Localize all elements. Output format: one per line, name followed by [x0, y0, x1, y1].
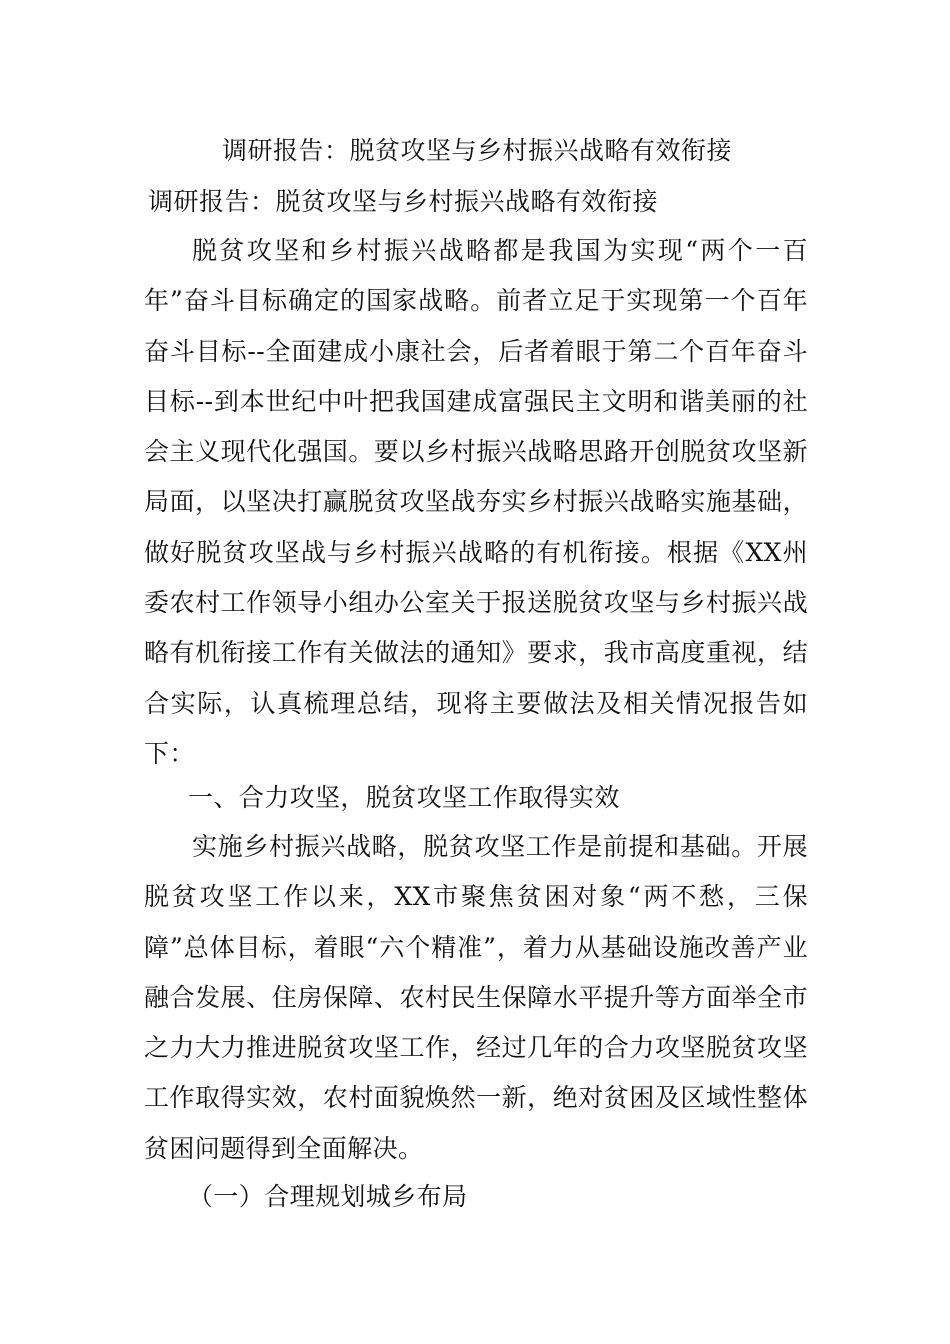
section-1-paragraph: 实施乡村振兴战略，脱贫攻坚工作是前提和基础。开展脱贫攻坚工作以来，XX市聚焦贫困对象“两不愁，三保障”总体目标，着眼“六个精准”，着力从基础设施改善产业融合发展、住房保障、农村民生保障水平提升等方面举全市之力大力推进脱贫攻坚工作，经过几年的合力攻坚脱贫攻坚工作取得实效，农村面貌焕然一新，绝对贫困及区域性整体贫困问题得到全面解决。 — [144, 832, 808, 1163]
subsection-heading-1: （一）合理规划城乡布局 — [188, 1182, 468, 1211]
document-title: 调研报告：脱贫攻坚与乡村振兴战略有效衔接 — [222, 136, 733, 165]
section-heading-1: 一、合力攻坚，脱贫攻坚工作取得实效 — [188, 783, 620, 812]
intro-paragraph: 脱贫攻坚和乡村振兴战略都是我国为实现“两个一百年”奋斗目标确定的国家战略。前者立足于实现第一个百年奋斗目标--全面建成小康社会，后者着眼于第二个百年奋斗目标--到本世纪中叶把我国建成富强民主文明和谐美丽的社会主义现代化强国。要以乡村振兴战略思路开创脱贫攻坚新局面，以坚决打赢脱贫攻坚战夯实乡村振兴战略实施基础，做好脱贫攻坚战与乡村振兴战略的有机衔接。根据《XX州委农村工作领导小组办公室关于报送脱贫攻坚与乡村振兴战略有机衔接工作有关做法的通知》要求，我市高度重视，结合实际，认真梳理总结，现将主要做法及相关情况报告如下： — [144, 236, 808, 768]
document-subtitle: 调研报告：脱贫攻坚与乡村振兴战略有效衔接 — [148, 187, 659, 216]
